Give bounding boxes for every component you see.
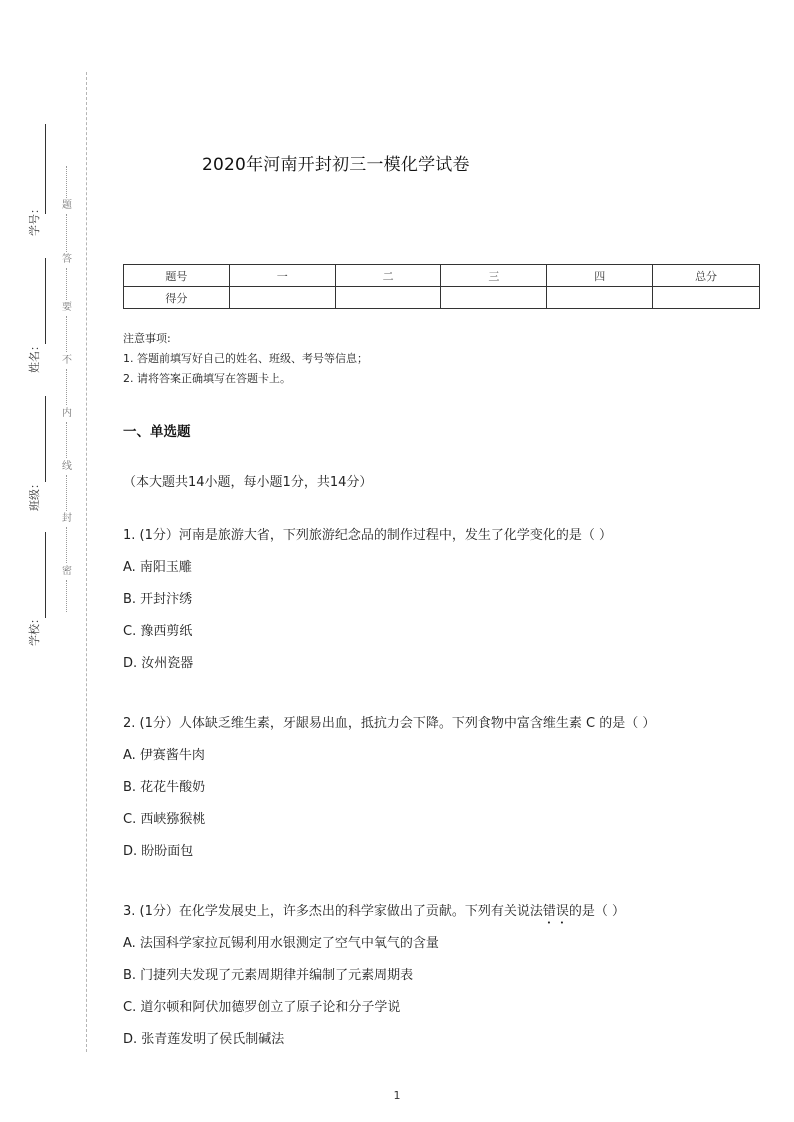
- seal-char: 密: [62, 566, 72, 577]
- score-table-header-cell: 一: [229, 265, 335, 287]
- option-c[interactable]: C. 西峡猕猴桃: [123, 812, 206, 827]
- seal-dots: [66, 369, 67, 405]
- student-id-line[interactable]: [45, 124, 46, 214]
- class-label: 班级：: [28, 478, 41, 511]
- seal-char: 封: [62, 513, 72, 524]
- option-d[interactable]: D. 汝州瓷器: [123, 656, 194, 671]
- class-line[interactable]: [45, 396, 46, 482]
- seal-dots: [66, 316, 67, 352]
- score-table-header-cell: 三: [441, 265, 547, 287]
- notes-item: 2. 请将答案正确填写在答题卡上。: [123, 372, 291, 385]
- score-table-header-cell: 二: [335, 265, 441, 287]
- score-row-label: 得分: [124, 287, 230, 309]
- seal-dots: [66, 214, 67, 252]
- seal-char: 题: [62, 200, 72, 211]
- seal-dots: [66, 268, 67, 300]
- score-cell[interactable]: [335, 287, 441, 309]
- school-line[interactable]: [45, 532, 46, 618]
- page-number: 1: [393, 1089, 401, 1102]
- score-table: [123, 264, 760, 309]
- option-d[interactable]: D. 盼盼面包: [123, 844, 194, 859]
- emphasized-word: 错误: [542, 904, 569, 919]
- option-c[interactable]: C. 道尔顿和阿伏加德罗创立了原子论和分子学说: [123, 1000, 401, 1015]
- seal-char: 内: [62, 408, 72, 419]
- name-label: 姓名：: [28, 340, 41, 373]
- score-table-header-row: [124, 265, 760, 287]
- school-label: 学校：: [28, 613, 41, 646]
- section-info: （本大题共14小题，每小题1分，共14分）: [123, 475, 373, 490]
- option-c[interactable]: C. 豫西剪纸: [123, 624, 193, 639]
- seal-char: 不: [62, 355, 72, 366]
- seal-char: 线: [62, 461, 72, 472]
- option-a[interactable]: A. 伊赛酱牛肉: [123, 748, 205, 763]
- option-a[interactable]: A. 法国科学家拉瓦锡利用水银测定了空气中氧气的含量: [123, 936, 439, 951]
- student-id-label: 学号：: [28, 203, 41, 236]
- option-d[interactable]: D. 张青莲发明了侯氏制碱法: [123, 1032, 285, 1047]
- score-table-header-cell: 题号: [124, 265, 230, 287]
- question-stem-text: 3. (1分）在化学发展史上，许多杰出的科学家做出了贡献。下列有关说法: [123, 904, 543, 919]
- section-title: 一、单选题: [123, 424, 191, 440]
- score-cell[interactable]: [547, 287, 653, 309]
- option-b[interactable]: B. 门捷列夫发现了元素周期律并编制了元素周期表: [123, 968, 414, 983]
- question-stem-text: 的是（ ）: [568, 904, 626, 919]
- question-stem: 2. (1分）人体缺乏维生素，牙龈易出血，抵抗力会下降。下列食物中富含维生素 C 的是（ ）: [123, 716, 656, 731]
- score-table-header-cell: 总分: [653, 265, 760, 287]
- option-a[interactable]: A. 南阳玉雕: [123, 560, 192, 575]
- seal-dots: [66, 422, 67, 458]
- score-cell[interactable]: [229, 287, 335, 309]
- question-stem: [123, 900, 625, 927]
- score-table-score-row: [124, 287, 760, 309]
- seal-dots: [66, 527, 67, 563]
- score-table-header-cell: 四: [547, 265, 653, 287]
- seal-dots: [66, 166, 67, 198]
- score-cell[interactable]: [653, 287, 760, 309]
- seal-dots: [66, 580, 67, 612]
- question-stem: 1. (1分）河南是旅游大省，下列旅游纪念品的制作过程中，发生了化学变化的是（ ）: [123, 528, 613, 543]
- name-line[interactable]: [45, 258, 46, 344]
- exam-title: 2020年河南开封初三一模化学试卷: [202, 155, 470, 175]
- notes-block: [123, 329, 368, 389]
- notes-item: 1. 答题前填写好自己的姓名、班级、考号等信息；: [123, 352, 368, 365]
- score-cell[interactable]: [441, 287, 547, 309]
- seal-dots: [66, 475, 67, 511]
- option-b[interactable]: B. 开封汴绣: [123, 592, 193, 607]
- option-b[interactable]: B. 花花牛酸奶: [123, 780, 206, 795]
- notes-heading: 注意事项:: [123, 332, 171, 345]
- binding-dashed-line: [86, 72, 87, 1052]
- seal-char: 答: [62, 254, 72, 265]
- seal-char: 要: [62, 302, 72, 313]
